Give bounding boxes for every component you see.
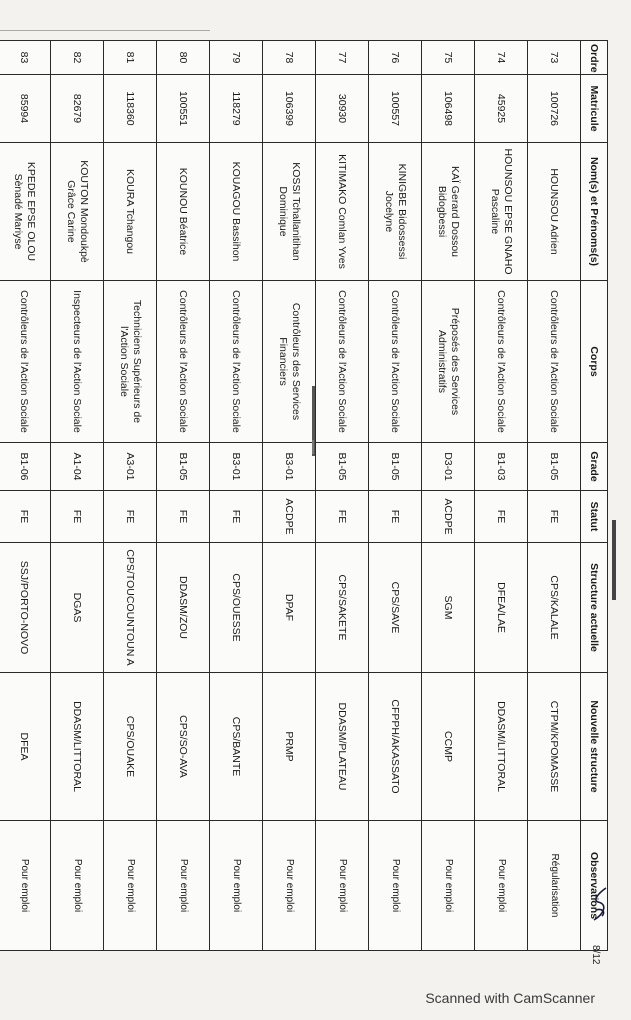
table-cell: CPS/TOUCOUNTOUN A [104, 543, 157, 673]
table-cell: B3-01 [210, 443, 263, 491]
table-cell: 85994 [0, 75, 51, 143]
table-cell: B1-03 [475, 443, 528, 491]
table-cell: 45925 [475, 75, 528, 143]
table-cell: KOUTON Mondoukpè Grâce Carine [51, 143, 104, 281]
table-row [369, 41, 422, 951]
scan-artifact-mid [312, 440, 314, 454]
table-header-row [581, 41, 608, 951]
table-row [422, 41, 475, 951]
column-header: Structure actuelle [581, 543, 608, 673]
table-cell: 106399 [263, 75, 316, 143]
table-cell: A1-04 [51, 443, 104, 491]
table-cell: DDASM/PLATEAU [316, 673, 369, 821]
table-cell: Contrôleurs de l'Action Sociale [528, 281, 581, 443]
table-cell: B1-06 [0, 443, 51, 491]
table-row [0, 41, 51, 951]
table-cell: KPEDE EPSE OLOU Sènadé Mariyse [0, 143, 51, 281]
table-cell: FE [157, 491, 210, 543]
table-cell: CTPM/KPOMASSE [528, 673, 581, 821]
table-cell: DDASM/LITTORAL [475, 673, 528, 821]
table-cell: KOUAGOU Bassihon [210, 143, 263, 281]
table-cell: 100551 [157, 75, 210, 143]
column-header: Statut [581, 491, 608, 543]
staff-assignment-table [0, 40, 608, 951]
column-header: Ordre [581, 41, 608, 75]
table-cell: KINIGBE Bidossessi Jocelyne [369, 143, 422, 281]
table-cell: Contrôleurs de l'Action Sociale [210, 281, 263, 443]
table-cell: 118360 [104, 75, 157, 143]
table-cell: FE [528, 491, 581, 543]
table-cell: CPS/OUAKE [104, 673, 157, 821]
table-cell: CPS/OUESSE [210, 543, 263, 673]
table-cell: 81 [104, 41, 157, 75]
page-number: 8/12 [590, 945, 601, 965]
table-cell: 74 [475, 41, 528, 75]
table-cell: Contrôleurs de l'Action Sociale [0, 281, 51, 443]
table-cell: CPS/BANTE [210, 673, 263, 821]
table-cell: CCMP [422, 673, 475, 821]
table-cell: Pour emploi [104, 821, 157, 951]
table-cell: Pour emploi [369, 821, 422, 951]
table-cell: B1-05 [369, 443, 422, 491]
table-cell: Pour emploi [0, 821, 51, 951]
table-cell: FE [369, 491, 422, 543]
table-cell: 100726 [528, 75, 581, 143]
table-row [316, 41, 369, 951]
table-cell: PRMP [263, 673, 316, 821]
table-body [0, 41, 581, 951]
table-cell: D3-01 [422, 443, 475, 491]
table-cell: Préposés des Services Administratifs [422, 281, 475, 443]
table-cell: 77 [316, 41, 369, 75]
table-cell: 80 [157, 41, 210, 75]
table-cell: HOUNSOU EPSE GNAHO Pascaline [475, 143, 528, 281]
table-cell: DDASM/ZOU [157, 543, 210, 673]
table-cell: KAÏ Gerard Dossou Bidogbessi [422, 143, 475, 281]
table-row [104, 41, 157, 951]
table-cell: KITIMAKO Comlan Yves [316, 143, 369, 281]
table-cell: FE [475, 491, 528, 543]
scan-artifact-right [612, 520, 616, 600]
table-cell: 79 [210, 41, 263, 75]
table-cell: 30930 [316, 75, 369, 143]
table-cell: 83 [0, 41, 51, 75]
column-header: Grade [581, 443, 608, 491]
table-cell: KOSSI Tchallanitihan Dominique [263, 143, 316, 281]
table-cell: Contrôleurs de l'Action Sociale [316, 281, 369, 443]
table-cell: DFEA/LAE [475, 543, 528, 673]
table-cell: FE [0, 491, 51, 543]
table-cell: ACDPE [422, 491, 475, 543]
table-cell: Pour emploi [316, 821, 369, 951]
table-cell: B1-05 [157, 443, 210, 491]
table-cell: 106498 [422, 75, 475, 143]
table-cell: DDASM/LITTORAL [51, 673, 104, 821]
table-cell: 75 [422, 41, 475, 75]
scan-edge-line [0, 30, 210, 31]
table-cell: Pour emploi [475, 821, 528, 951]
table-cell: FE [210, 491, 263, 543]
table-cell: DFEA [0, 673, 51, 821]
column-header: Matricule [581, 75, 608, 143]
table-cell: 82679 [51, 75, 104, 143]
table-cell: Techniciens Supérieurs de l'Action Sociale [104, 281, 157, 443]
table-cell: B3-01 [263, 443, 316, 491]
table-cell: Contrôleurs des Services Financiers [263, 281, 316, 443]
table-cell: CPS/SAVE [369, 543, 422, 673]
column-header: Nouvelle structure [581, 673, 608, 821]
table-cell: Pour emploi [157, 821, 210, 951]
table-cell: Inspecteurs de l'Action Sociale [51, 281, 104, 443]
table-cell: SGM [422, 543, 475, 673]
table-cell: 82 [51, 41, 104, 75]
table-cell: Régularisation [528, 821, 581, 951]
table-cell: 73 [528, 41, 581, 75]
table-cell: DGAS [51, 543, 104, 673]
table-cell: CFPPH/AKASSATO [369, 673, 422, 821]
table-cell: CPS/SO-AVA [157, 673, 210, 821]
table-cell: Pour emploi [422, 821, 475, 951]
table-cell: 118279 [210, 75, 263, 143]
scanner-footer: Scanned with CamScanner [425, 990, 595, 1006]
table-row [263, 41, 316, 951]
table-cell: A3-01 [104, 443, 157, 491]
table-cell: Pour emploi [51, 821, 104, 951]
table-cell: ACDPE [263, 491, 316, 543]
table-row [475, 41, 528, 951]
table-cell: 76 [369, 41, 422, 75]
table-cell: CPS/SAKETE [316, 543, 369, 673]
table-cell: FE [104, 491, 157, 543]
table-cell: Contrôleurs de l'Action Sociale [157, 281, 210, 443]
table-cell: Contrôleurs de l'Action Sociale [475, 281, 528, 443]
table-row [528, 41, 581, 951]
table-cell: KOURA Tchangou [104, 143, 157, 281]
table-cell: Pour emploi [263, 821, 316, 951]
column-header: Corps [581, 281, 608, 443]
table-row [210, 41, 263, 951]
table-cell: HOUNSOU Adrien [528, 143, 581, 281]
handwritten-initials [590, 880, 612, 928]
table-row [157, 41, 210, 951]
table-cell: 100557 [369, 75, 422, 143]
table-cell: DPAF [263, 543, 316, 673]
table-cell: FE [51, 491, 104, 543]
table-cell: FE [316, 491, 369, 543]
table-cell: SSJ/PORTO-NOVO [0, 543, 51, 673]
table-cell: B1-05 [528, 443, 581, 491]
column-header: Nom(s) et Prénoms(s) [581, 143, 608, 281]
table-cell: B1-05 [316, 443, 369, 491]
table-cell: Pour emploi [210, 821, 263, 951]
table-cell: 78 [263, 41, 316, 75]
table-cell: CPS/KALALE [528, 543, 581, 673]
table-cell: KOUNOU Béatrice [157, 143, 210, 281]
rotated-page [12, 40, 608, 950]
table-row [51, 41, 104, 951]
table-cell: Contrôleurs de l'Action Sociale [369, 281, 422, 443]
column-header: Observations [581, 821, 608, 951]
